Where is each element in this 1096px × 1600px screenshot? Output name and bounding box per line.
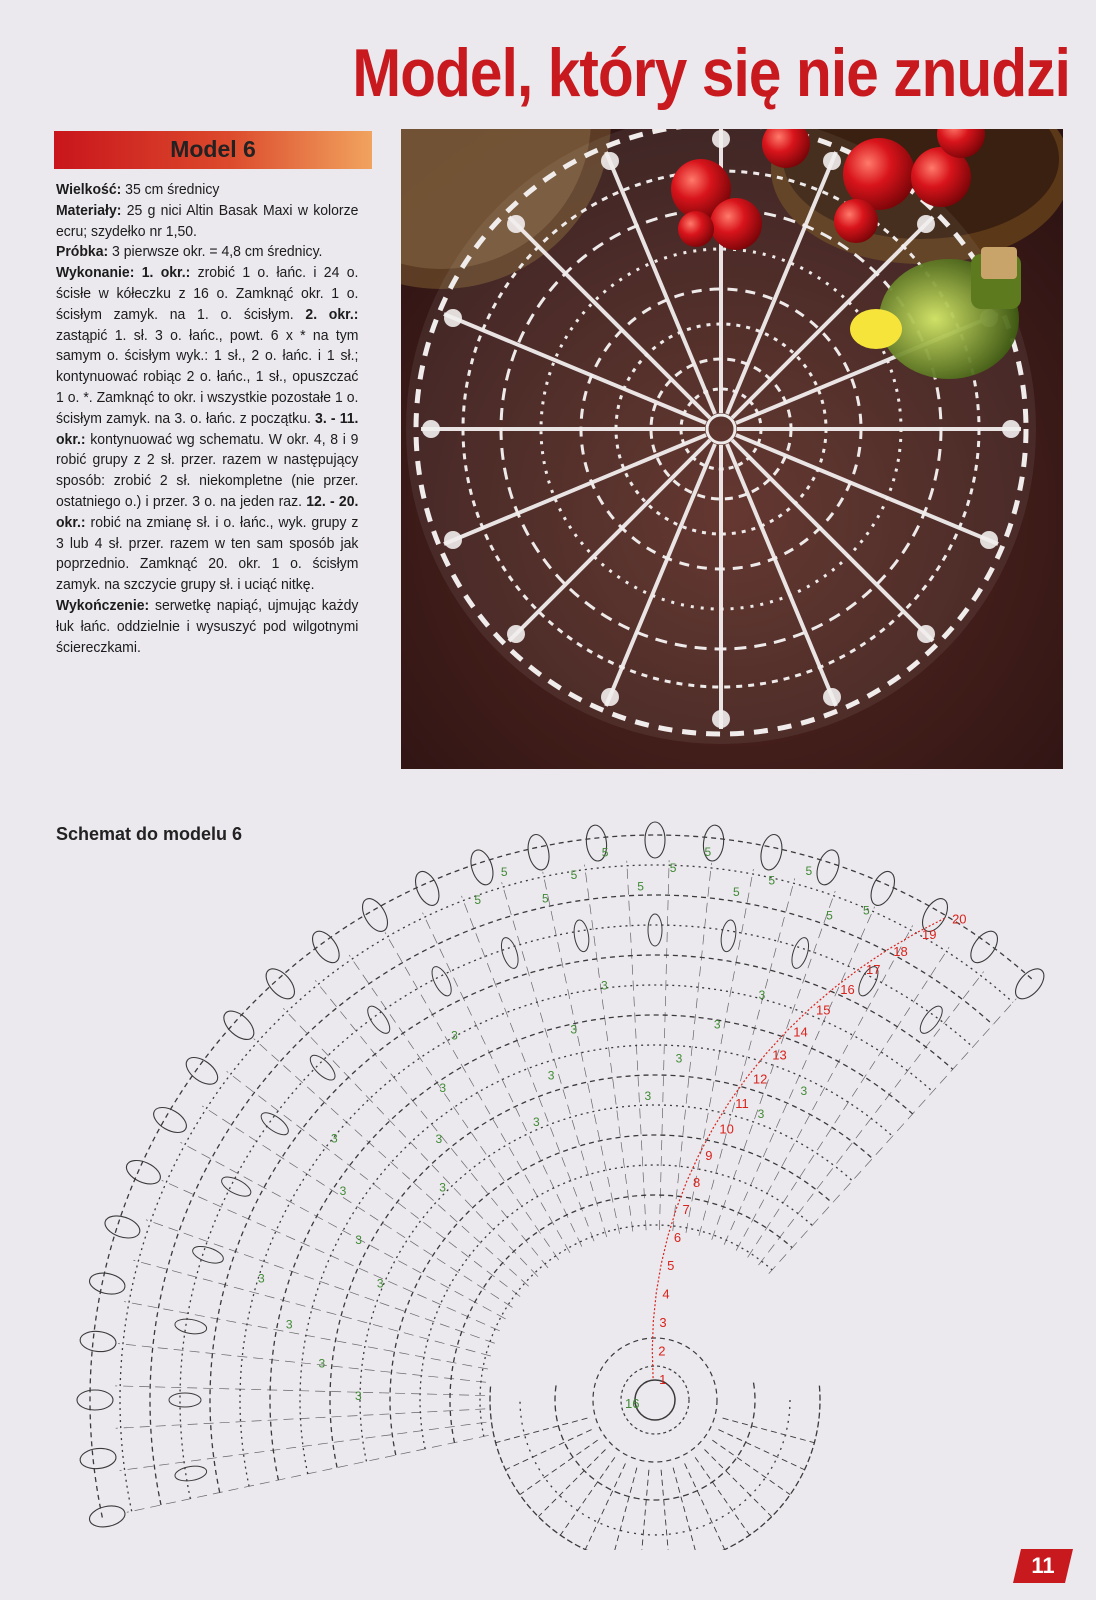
- round-number-9: 9: [705, 1147, 713, 1163]
- group-mark: 3: [451, 1028, 458, 1043]
- group-mark: 3: [339, 1184, 347, 1199]
- page-number-badge: [1013, 1549, 1073, 1583]
- round-3-11-label: 3. - 11. okr.:: [56, 410, 359, 448]
- round-2-text: zastąpić 1. sł. 3 o. łańc., powt. 6 x * na tym samym o. ścisłym wyk.: 1 sł., 2 o. łańc. i 1 sł.; kontynuować robiąc 2 o. łańc., 1 sł., opuszczać 1 o. *. Zamknąć to okr. i wszystkie pozostałe 1 o. ścisłym zamyk. na 3. o. łańc. z początku.: [56, 327, 359, 427]
- sample-text: 3 pierwsze okr. = 4,8 cm średnicy.: [108, 244, 323, 261]
- round-number-3: 3: [659, 1315, 667, 1331]
- round-number-10: 10: [719, 1121, 734, 1137]
- group-mark: 3: [547, 1068, 555, 1083]
- group-mark: 5: [474, 892, 482, 907]
- finish-text: serwetkę napiąć, ujmując każdy łuk łańc. oddzielnie i wysuszyć pod wilgotnymi ściereczkami.: [56, 597, 359, 656]
- group-mark: 5: [863, 903, 870, 918]
- round-number-1: 1: [659, 1372, 667, 1388]
- group-mark: 3: [800, 1083, 808, 1098]
- finish-label: Wykończenie:: [56, 597, 150, 614]
- round-12-20-text: robić na zmianę sł. i o. łańc., wyk. grupy z 3 lub 4 sł. przer. razem w ten sam sposób jak poprzednio. Zamknąć 20. okr. 1 o. ścisłym zamyk. na szczycie grupy sł. i uciąć nitkę.: [56, 514, 359, 594]
- schema-title: Schemat do modelu 6: [56, 824, 243, 844]
- group-mark: 3: [258, 1271, 265, 1286]
- center-label: 16: [625, 1396, 640, 1411]
- group-mark: 3: [355, 1232, 362, 1247]
- group-mark: 5: [570, 867, 578, 882]
- round-12-20-label: 12. - 20. okr.:: [56, 493, 359, 531]
- round-1-label: 1. okr.:: [134, 265, 191, 282]
- size-label: Wielkość:: [56, 182, 122, 198]
- group-mark: 3: [439, 1080, 447, 1095]
- group-mark: 5: [601, 845, 609, 860]
- group-mark: 3: [376, 1276, 384, 1291]
- round-number-2: 2: [658, 1343, 666, 1359]
- round-number-5: 5: [667, 1258, 675, 1274]
- round-1-text: zrobić 1 o. łańc. i 24 o. ścisłe w kółeczku z 16 o. Zamknąć okr. 1 o. ścisłym zamyk. na 1. o. ścisłym.: [56, 265, 359, 323]
- group-mark: 5: [500, 865, 508, 880]
- round-number-20: 20: [952, 911, 967, 927]
- page-title: Model, który się nie znudzi: [352, 35, 1070, 111]
- page-number: 11: [1031, 1553, 1055, 1578]
- instructions-text: [56, 180, 358, 658]
- round-number-8: 8: [692, 1174, 701, 1190]
- group-mark: 3: [435, 1131, 443, 1146]
- model-label: Model 6: [170, 136, 256, 162]
- group-mark: 3: [600, 978, 608, 993]
- sample-label: Próbka:: [56, 244, 109, 261]
- crochet-chart: [55, 780, 1055, 1550]
- group-mark: 5: [768, 873, 776, 888]
- model-label-bar: [54, 131, 372, 169]
- group-mark: 5: [637, 879, 644, 894]
- group-mark: 3: [331, 1131, 338, 1146]
- group-mark: 3: [570, 1022, 578, 1037]
- round-number-17: 17: [866, 962, 881, 978]
- doily-photo: [401, 129, 1063, 769]
- group-mark: 3: [675, 1051, 683, 1066]
- doily-photo-illustration: [401, 129, 1063, 769]
- group-mark: 3: [757, 1107, 765, 1122]
- round-number-14: 14: [793, 1024, 808, 1040]
- group-mark: 3: [439, 1180, 446, 1195]
- group-mark: 3: [285, 1317, 293, 1332]
- round-number-12: 12: [752, 1071, 768, 1087]
- round-number-11: 11: [735, 1096, 749, 1112]
- materials-label: Materiały:: [56, 202, 122, 219]
- round-number-15: 15: [815, 1002, 831, 1018]
- round-number-6: 6: [673, 1230, 682, 1246]
- size-text: 35 cm średnicy: [121, 182, 220, 198]
- round-number-19: 19: [922, 926, 937, 942]
- round-number-18: 18: [893, 943, 908, 959]
- group-mark: 5: [669, 861, 677, 876]
- group-mark: 3: [644, 1089, 652, 1104]
- group-mark: 3: [713, 1017, 721, 1032]
- round-number-7: 7: [682, 1202, 690, 1218]
- group-mark: 5: [733, 885, 740, 900]
- group-mark: 3: [758, 988, 766, 1003]
- round-2-label: 2. okr.:: [293, 306, 359, 323]
- group-mark: 5: [542, 891, 549, 906]
- group-mark: 3: [318, 1356, 326, 1371]
- execution-label: Wykonanie:: [56, 265, 135, 282]
- round-number-4: 4: [662, 1286, 670, 1302]
- round-3-11-text: kontynuować wg schematu. W okr. 4, 8 i 9 robić grupy z 2 sł. przer. razem w następujący sposób: zrobić 2 sł. niekompletne (nie przer. ostatniego o.) i przer. 3 o. na jeden raz.: [56, 431, 359, 510]
- round-number-13: 13: [772, 1047, 787, 1063]
- materials-text: 25 g nici Altin Basak Maxi w kolorze ecru; szydełko nr 1,50.: [56, 202, 359, 240]
- group-mark: 5: [826, 908, 833, 923]
- group-mark: 5: [805, 864, 813, 879]
- round-number-16: 16: [840, 981, 855, 997]
- group-mark: 5: [704, 845, 712, 860]
- group-mark: 3: [532, 1114, 540, 1129]
- group-mark: 3: [355, 1389, 362, 1403]
